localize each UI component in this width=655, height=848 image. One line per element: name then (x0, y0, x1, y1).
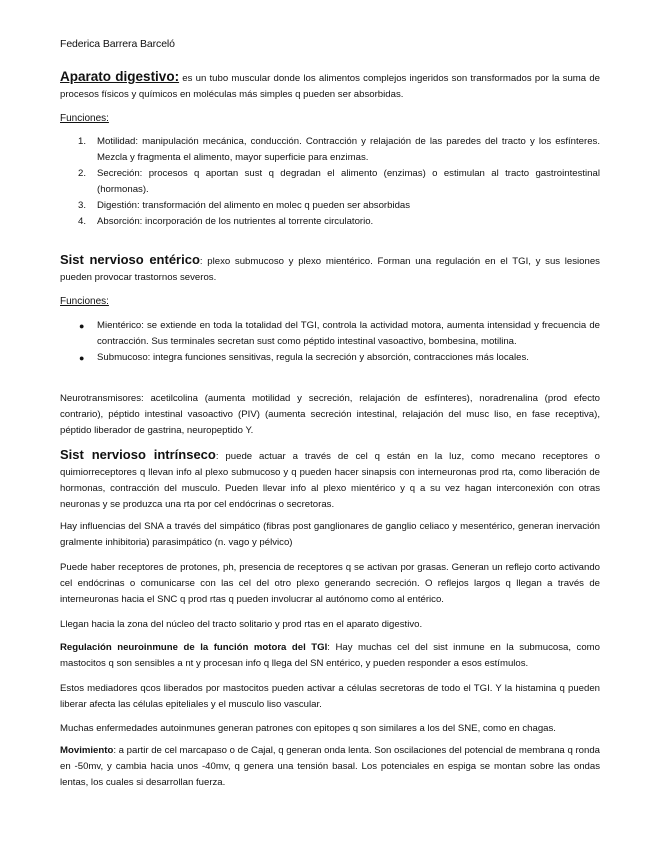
neurotransmisores-paragraph: Neurotransmisores: acetilcolina (aumenta motilidad y secreción, relajación de esfínteres), noradrenalina (prod efecto contrario), péptido intestinal vasoactivo (PIV) (aumenta secreción intestinal, relajación del musc liso, en fase receptiva), péptido liberador de gastrina, neuropeptido Y. (60, 393, 600, 436)
list-item (60, 134, 600, 166)
funciones-label: Funciones: (60, 296, 109, 307)
list-item-text: Submucoso: integra funciones sensitivas, regula la secreción y absorción, contracciones más locales. (97, 352, 529, 363)
section-title: Sist nervioso intrínseco (60, 447, 216, 462)
paragraph-heading: Regulación neuroinmune de la función motora del TGI (60, 642, 328, 653)
paragraph-text: : a partir de cel marcapaso o de Cajal, q generan onda lenta. Son oscilaciones del potencial de membrana q ronda en -50mv, y cambia hacia unos -40mv, q genera una tensión basal. Los potenciales en espiga se montan sobre las ondas lentas, los cuales si desarrollan fuerza. (60, 745, 600, 788)
section-text: : puede actuar a través de cel q están en la luz, como mecano receptores o quimiorreceptores q llevan info al plexo submucoso y q pueden hacer sinapsis con interneuronas prod rta, como liberación de hormonas, contracción del musculo. Pueden llevar info al plexo mientérico y q a su vez hagan interconexión con otras neuronas y se produzca una rta por cel endócrinas o secretoras. (60, 451, 600, 510)
section-sist-nervioso-enterico (60, 252, 600, 286)
author-name: Federica Barrera Barceló (60, 38, 175, 50)
section-text: : plexo submucoso y plexo mientérico. Forman una regulación en el TGI, y sus lesiones pueden provocar trastornos severos. (60, 256, 600, 283)
list-item (60, 350, 600, 366)
funciones-label: Funciones: (60, 113, 109, 124)
funciones-list-2 (60, 318, 600, 366)
list-item (60, 318, 600, 350)
list-item-text: Secreción: procesos q aportan sust q degradan el alimento (enzimas) o estimulan al tracto gastrointestinal (hormonas). (97, 168, 600, 195)
list-item (60, 198, 600, 214)
list-item (60, 166, 600, 198)
paragraph-mediadores: Estos mediadores qcos liberados por mastocitos pueden activar a células secretoras de todo el TGI. Y la histamina q pueden liberar afecta las células epiteliales y el musculo liso vascular. (60, 683, 600, 710)
list-item-text: Motilidad: manipulación mecánica, conducción. Contracción y relajación de las paredes del tracto y los esfínteres. Mezcla y fragmenta el alimento, mayor superficie para enzimas. (97, 136, 600, 163)
section-sist-nervioso-intrinseco (60, 447, 600, 513)
list-number: 3. (78, 200, 87, 211)
list-item-text: Mientérico: se extiende en toda la totalidad del TGI, controla la actividad motora, aumenta intensidad y frecuencia de contracción. Sus terminales secretan sust como péptido intestinal vasoactivo, bombesina, motilina. (97, 320, 600, 347)
list-number: 2. (78, 168, 87, 179)
list-item-text: Absorción: incorporación de los nutrientes al torrente circulatorio. (97, 216, 374, 227)
bullet-icon: ● (79, 321, 85, 331)
paragraph-nucleo: Llegan hacia la zona del núcleo del tracto solitario y prod rtas en el aparato digestivo. (60, 619, 423, 630)
list-number: 4. (78, 216, 87, 227)
funciones-label-2-wrap (60, 294, 600, 310)
list-item (60, 214, 600, 230)
bullet-icon: ● (79, 353, 85, 363)
funciones-list-1 (60, 134, 600, 230)
list-number: 1. (78, 136, 87, 147)
paragraph-sna: Hay influencias del SNA a través del simpático (fibras post ganglionares de ganglio celiaco y mesentérico, generan inervación gralmente inhibitoria) parasimpático (n. vago y pélvico) (60, 521, 600, 548)
paragraph-text: : Hay muchas cel del sist inmune en la submucosa, como mastocitos q son sensibles a nt y procesan info q llega del SN entérico, y pueden responder a esos estímulos. (60, 642, 600, 669)
section-aparato-digestivo (60, 69, 600, 103)
list-item-text: Digestión: transformación del alimento en molec q pueden ser absorbidas (97, 200, 411, 211)
paragraph-neuroinmune (60, 640, 600, 672)
paragraph-autoinmunes: Muchas enfermedades autoinmunes generan patrones con epitopes q son similares a los del SNE, como en chagas. (60, 723, 556, 734)
paragraph-receptores: Puede haber receptores de protones, ph, presencia de receptores q se activan por grasas. Generan un reflejo corto activando cel endócrinas o comunicarse con las cel del otro plexo generando secreción. O reflejos largos q llegan a través de interneuronas hacia el SNC q prod rtas q pueden involucrar al autónomo como al entérico. (60, 562, 600, 605)
intro-paragraph (60, 69, 600, 103)
paragraph-movimiento (60, 743, 600, 791)
section-title: Aparato digestivo: (60, 69, 180, 84)
paragraph-heading: Movimiento (60, 745, 114, 756)
section-text: es un tubo muscular donde los alimentos complejos ingeridos son transformados por la suma de procesos físicos y químicos en moléculas más simples q pueden ser absorbidas. (60, 73, 600, 100)
section-title: Sist nervioso entérico (60, 252, 200, 267)
funciones-label-1-wrap (60, 111, 600, 127)
